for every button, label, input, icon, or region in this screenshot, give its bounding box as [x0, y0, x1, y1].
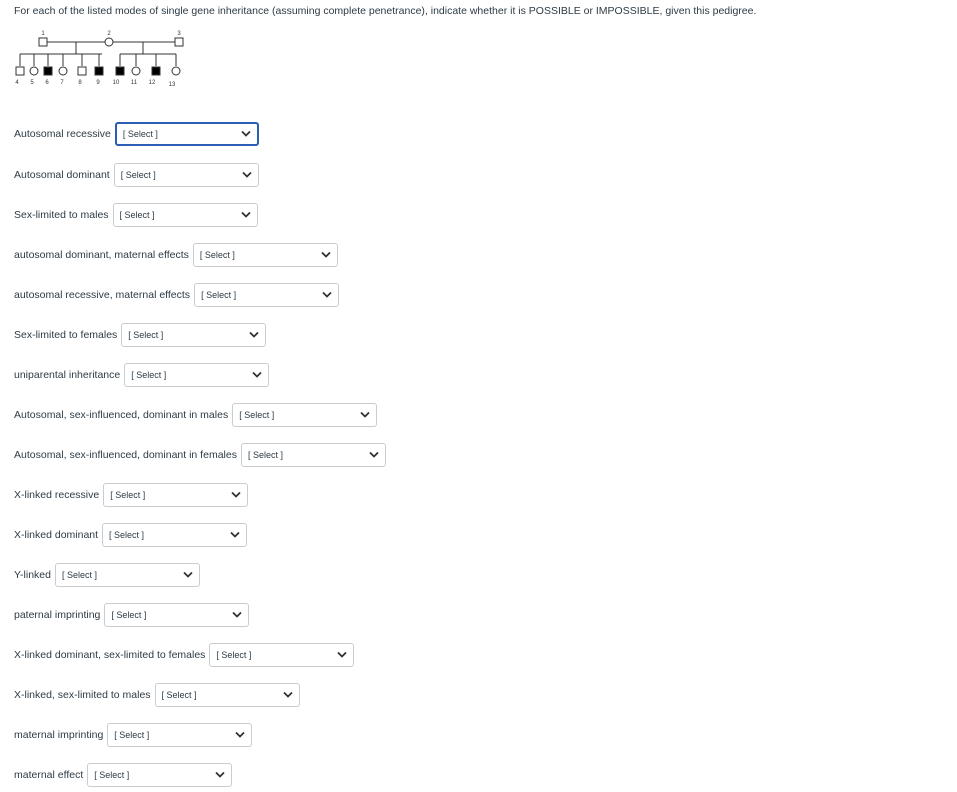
chevron-down-icon [242, 172, 252, 179]
question-row-sex-limited-females [14, 323, 266, 347]
select-value: [ Select ] [120, 170, 156, 180]
pedigree-label-2: 2 [107, 31, 111, 37]
question-label: Autosomal recessive [14, 128, 111, 140]
answer-select[interactable] [115, 122, 259, 146]
question-label: Sex-limited to females [14, 329, 118, 341]
select-value: [ Select ] [111, 610, 147, 620]
chevron-down-icon [369, 452, 379, 459]
chevron-down-icon [183, 572, 193, 579]
pedigree-diagram [10, 28, 195, 90]
question-row-y-linked [14, 563, 200, 587]
select-value: [ Select ] [61, 570, 97, 580]
pedigree-label-12: 12 [148, 80, 156, 86]
pedigree-label-9: 9 [96, 80, 100, 86]
select-value: [ Select ] [239, 410, 275, 420]
chevron-down-icon [337, 652, 347, 659]
answer-select[interactable] [107, 723, 252, 747]
pedigree-label-3: 3 [177, 31, 181, 37]
question-label: maternal imprinting [14, 729, 104, 741]
question-label: X-linked dominant [14, 529, 99, 541]
answer-select[interactable] [104, 603, 249, 627]
question-row-x-linked-dominant-sex-limited-females [14, 643, 354, 667]
answer-select[interactable] [241, 443, 386, 467]
question-label: uniparental inheritance [14, 369, 121, 381]
select-value: [ Select ] [110, 490, 146, 500]
answer-select[interactable] [87, 763, 232, 787]
select-value: [ Select ] [199, 250, 235, 260]
chevron-down-icon [235, 732, 245, 739]
chevron-down-icon [321, 252, 331, 259]
chevron-down-icon [360, 412, 370, 419]
answer-select[interactable] [103, 483, 248, 507]
pedigree-label-8: 8 [78, 80, 82, 86]
question-row-autosomal-recessive [14, 122, 259, 146]
pedigree-label-1: 1 [41, 31, 45, 37]
select-value: [ Select ] [131, 370, 167, 380]
question-label: Autosomal, sex-influenced, dominant in females [14, 449, 237, 461]
answer-select[interactable] [232, 403, 377, 427]
pedigree-label-10: 10 [112, 80, 120, 86]
answer-select[interactable] [114, 163, 259, 187]
answer-select[interactable] [102, 523, 247, 547]
question-label: maternal effect [14, 769, 84, 781]
answer-select[interactable] [194, 283, 339, 307]
question-row-autosomal-dominant [14, 163, 259, 187]
question-row-x-linked-sex-limited-males [14, 683, 300, 707]
question-row-uniparental-inheritance [14, 363, 269, 387]
select-value: [ Select ] [201, 290, 237, 300]
question-row-maternal-effect [14, 763, 232, 787]
answer-select[interactable] [121, 323, 266, 347]
question-row-autosomal-dominant-maternal-effects [14, 243, 338, 267]
question-row-maternal-imprinting [14, 723, 252, 747]
select-value: [ Select ] [128, 330, 164, 340]
pedigree-label-6: 6 [45, 80, 49, 86]
question-row-x-linked-recessive [14, 483, 248, 507]
select-value: [ Select ] [122, 129, 158, 139]
pedigree-label-5: 5 [30, 80, 34, 86]
question-row-paternal-imprinting [14, 603, 249, 627]
question-label: Autosomal, sex-influenced, dominant in males [14, 409, 229, 421]
answer-select[interactable] [55, 563, 200, 587]
question-label: paternal imprinting [14, 609, 101, 621]
pedigree-label-4: 4 [15, 80, 19, 86]
chevron-down-icon [283, 692, 293, 699]
chevron-down-icon [232, 612, 242, 619]
answer-select[interactable] [124, 363, 269, 387]
pedigree-label-13: 13 [168, 82, 176, 88]
question-label: Autosomal dominant [14, 169, 110, 181]
select-value: [ Select ] [119, 210, 155, 220]
instructions-text: For each of the listed modes of single gene inheritance (assuming complete penetrance), indicate whether it is POSSIBLE or IMPOSSIBLE, given this pedigree. [14, 5, 757, 17]
answer-select[interactable] [209, 643, 354, 667]
select-value: [ Select ] [94, 770, 130, 780]
select-value: [ Select ] [247, 450, 283, 460]
chevron-down-icon [231, 492, 241, 499]
select-value: [ Select ] [109, 530, 145, 540]
chevron-down-icon [241, 131, 251, 138]
question-row-autosomal-recessive-maternal-effects [14, 283, 339, 307]
question-label: autosomal dominant, maternal effects [14, 249, 189, 261]
chevron-down-icon [230, 532, 240, 539]
question-row-sex-limited-males [14, 203, 258, 227]
chevron-down-icon [249, 332, 259, 339]
question-label: X-linked recessive [14, 489, 100, 501]
answer-select[interactable] [113, 203, 258, 227]
question-row-sex-influenced-dominant-females [14, 443, 386, 467]
answer-select[interactable] [155, 683, 300, 707]
question-label: Sex-limited to males [14, 209, 109, 221]
question-label: Y-linked [14, 569, 51, 581]
pedigree-label-7: 7 [60, 80, 64, 86]
select-value: [ Select ] [216, 650, 252, 660]
question-label: X-linked, sex-limited to males [14, 689, 151, 701]
select-value: [ Select ] [114, 730, 150, 740]
chevron-down-icon [252, 372, 262, 379]
chevron-down-icon [215, 772, 225, 779]
question-row-sex-influenced-dominant-males [14, 403, 377, 427]
select-value: [ Select ] [161, 690, 197, 700]
pedigree-label-11: 11 [130, 80, 138, 86]
answer-select[interactable] [193, 243, 338, 267]
question-row-x-linked-dominant [14, 523, 247, 547]
chevron-down-icon [241, 212, 251, 219]
chevron-down-icon [322, 292, 332, 299]
question-label: autosomal recessive, maternal effects [14, 289, 191, 301]
question-label: X-linked dominant, sex-limited to females [14, 649, 206, 661]
